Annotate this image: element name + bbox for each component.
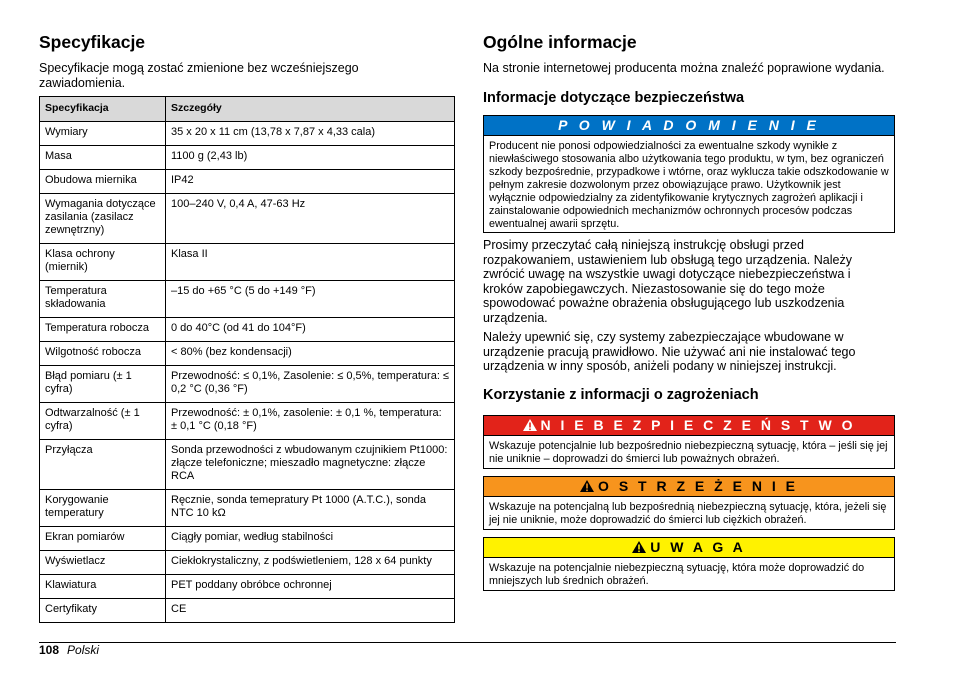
danger-text: Wskazuje potencjalnie lub bezpośrednio niebezpieczną sytuację, która – jeśli się jej nie uniknie – doprowadzi do śmierci lub poważnych obrażeń. (489, 440, 888, 465)
spec-name-cell: Wyświetlacz (40, 551, 166, 575)
spec-name-cell: Błąd pomiaru (± 1 cyfra) (40, 366, 166, 403)
table-row (40, 244, 455, 281)
notice-box (483, 115, 895, 233)
notice-text: Producent nie ponosi odpowiedzialności za ewentualne szkody wynikłe z niewłaściwego stosowania albo użytkowania tego produktu, w tym, bez ograniczeń szkody bezpośrednie, przypadkowe i wtórne, oraz wyklucza takie odszkodowanie w pełnym zakresie dozwolonym przez obowiązujące prawo. Użytkownik jest wyłącznie odpowiedzialny za zidentyfikowanie krytycznych zagrożeń aplikacji i zainstalowanie odpowiednich mechanizmów ochronnych procesów podczas ewentualnej awarii sprzętu. (489, 140, 889, 230)
warning-triangle-icon (580, 480, 594, 492)
spec-value-cell: Ciekłokrystaliczny, z podświetleniem, 128 x 64 punkty (166, 551, 455, 575)
spec-value-cell: CE (166, 599, 455, 623)
notice-label: P O W I A D O M I E N I E (484, 116, 894, 136)
safety-heading: Informacje dotyczące bezpieczeństwa (483, 90, 745, 106)
warning-text: Wskazuje na potencjalną lub bezpośrednią niebezpieczną sytuację, która, jeżeli się jej nie uniknie, może doprowadzić do śmierci lub ciężkich obrażeń. (489, 501, 887, 526)
spec-name-cell: Korygowanie temperatury (40, 490, 166, 527)
table-row (40, 599, 455, 623)
footer-language: Polski (67, 643, 100, 657)
spec-value-cell: 35 x 20 x 11 cm (13,78 x 7,87 x 4,33 cala) (166, 122, 455, 146)
warning-label: O S T R Z E Ż E N I E (598, 478, 798, 494)
page-footer (39, 643, 99, 657)
danger-header (484, 416, 894, 436)
spec-value-cell: 100–240 V, 0,4 A, 47-63 Hz (166, 194, 455, 244)
general-info-heading: Ogólne informacje (483, 32, 637, 52)
spec-name-cell: Obudowa miernika (40, 170, 166, 194)
warning-triangle-icon (523, 419, 537, 431)
spec-name-cell: Wymagania dotyczące zasilania (zasilacz zewnętrzny) (40, 194, 166, 244)
spec-name-cell: Wilgotność robocza (40, 342, 166, 366)
table-row (40, 551, 455, 575)
spec-name-cell: Odtwarzalność (± 1 cyfra) (40, 403, 166, 440)
caution-text: Wskazuje na potencjalnie niebezpieczną sytuację, która może doprowadzić do mniejszych lub średnich obrażeń. (489, 562, 865, 587)
footer-divider (39, 642, 896, 643)
caution-label: U W A G A (650, 539, 746, 555)
page-number: 108 (39, 643, 60, 657)
safety-paragraph-2: Należy upewnić się, czy systemy zabezpieczające wbudowane w urządzenie pracują prawidłowo. Nie używać ani nie instalować tego urządzenia w inny sposób, aniżeli podany w niniejszej instrukcji. (483, 330, 856, 373)
warning-triangle-icon (632, 541, 646, 553)
table-row (40, 366, 455, 403)
spec-name-cell: Temperatura robocza (40, 318, 166, 342)
spec-value-cell: PET poddany obróbce ochronnej (166, 575, 455, 599)
safety-paragraph-1: Prosimy przeczytać całą niniejszą instrukcję obsługi przed rozpakowaniem, ustawieniem lub obsługą tego urządzenia. Należy zwrócić uwagę na wszystkie uwagi dotyczące niebezpieczeństwa i kroków zapobiegawczych. Niezastosowanie się do tego może spowodować poważne obrażenia obsługującego lub uszkodzenia urządzenia. (483, 238, 852, 325)
spec-value-cell: Ręcznie, sonda temepratury Pt 1000 (A.T.C.), sonda NTC 10 kΩ (166, 490, 455, 527)
spec-intro: Specyfikacje mogą zostać zmienione bez wcześniejszego zawiadomienia. (39, 61, 359, 90)
spec-value-cell: –15 do +65 °C (5 do +149 °F) (166, 281, 455, 318)
spec-name-cell: Wymiary (40, 122, 166, 146)
caution-box (483, 537, 895, 591)
spec-value-cell: Przewodność: ± 0,1%, zasolenie: ± 0,1 %, temperatura: ± 0,1 °C (0,18 °F) (166, 403, 455, 440)
table-row (40, 281, 455, 318)
table-row (40, 440, 455, 490)
spec-value-cell: Sonda przewodności z wbudowanym czujnikiem Pt1000: złącze telefoniczne; mieszadło magnetyczne: złącze RCA (166, 440, 455, 490)
spec-value-cell: Ciągły pomiar, według stabilności (166, 527, 455, 551)
spec-value-cell: IP42 (166, 170, 455, 194)
spec-value-cell: Klasa II (166, 244, 455, 281)
spec-value-cell: 1100 g (2,43 lb) (166, 146, 455, 170)
table-row (40, 318, 455, 342)
spec-col-header: Specyfikacja (40, 97, 166, 122)
table-row (40, 575, 455, 599)
table-row (40, 122, 455, 146)
table-row (40, 194, 455, 244)
spec-value-cell: Przewodność: ≤ 0,1%, Zasolenie: ≤ 0,5%, temperatura: ≤ 0,2 °C (0,36 °F) (166, 366, 455, 403)
spec-table (39, 96, 455, 623)
table-row (40, 403, 455, 440)
spec-table-body (40, 122, 455, 623)
danger-box (483, 415, 895, 469)
table-row (40, 170, 455, 194)
spec-heading: Specyfikacje (39, 32, 146, 52)
table-row (40, 146, 455, 170)
warning-box (483, 476, 895, 530)
detail-col-header: Szczegóły (166, 97, 455, 122)
warning-header (484, 477, 894, 497)
spec-name-cell: Certyfikaty (40, 599, 166, 623)
spec-name-cell: Klawiatura (40, 575, 166, 599)
table-row (40, 490, 455, 527)
spec-name-cell: Masa (40, 146, 166, 170)
caution-header (484, 538, 894, 558)
spec-name-cell: Przyłącza (40, 440, 166, 490)
spec-name-cell: Ekran pomiarów (40, 527, 166, 551)
danger-label: N I E B E Z P I E C Z E Ń S T W O (540, 417, 856, 433)
spec-name-cell: Temperatura składowania (40, 281, 166, 318)
spec-table-header-row (40, 97, 455, 122)
table-row (40, 342, 455, 366)
general-info-intro: Na stronie internetowej producenta można znaleźć poprawione wydania. (483, 61, 885, 75)
hazard-heading: Korzystanie z informacji o zagrożeniach (483, 387, 759, 403)
table-row (40, 527, 455, 551)
spec-value-cell: < 80% (bez kondensacji) (166, 342, 455, 366)
spec-name-cell: Klasa ochrony (miernik) (40, 244, 166, 281)
spec-value-cell: 0 do 40°C (od 41 do 104°F) (166, 318, 455, 342)
